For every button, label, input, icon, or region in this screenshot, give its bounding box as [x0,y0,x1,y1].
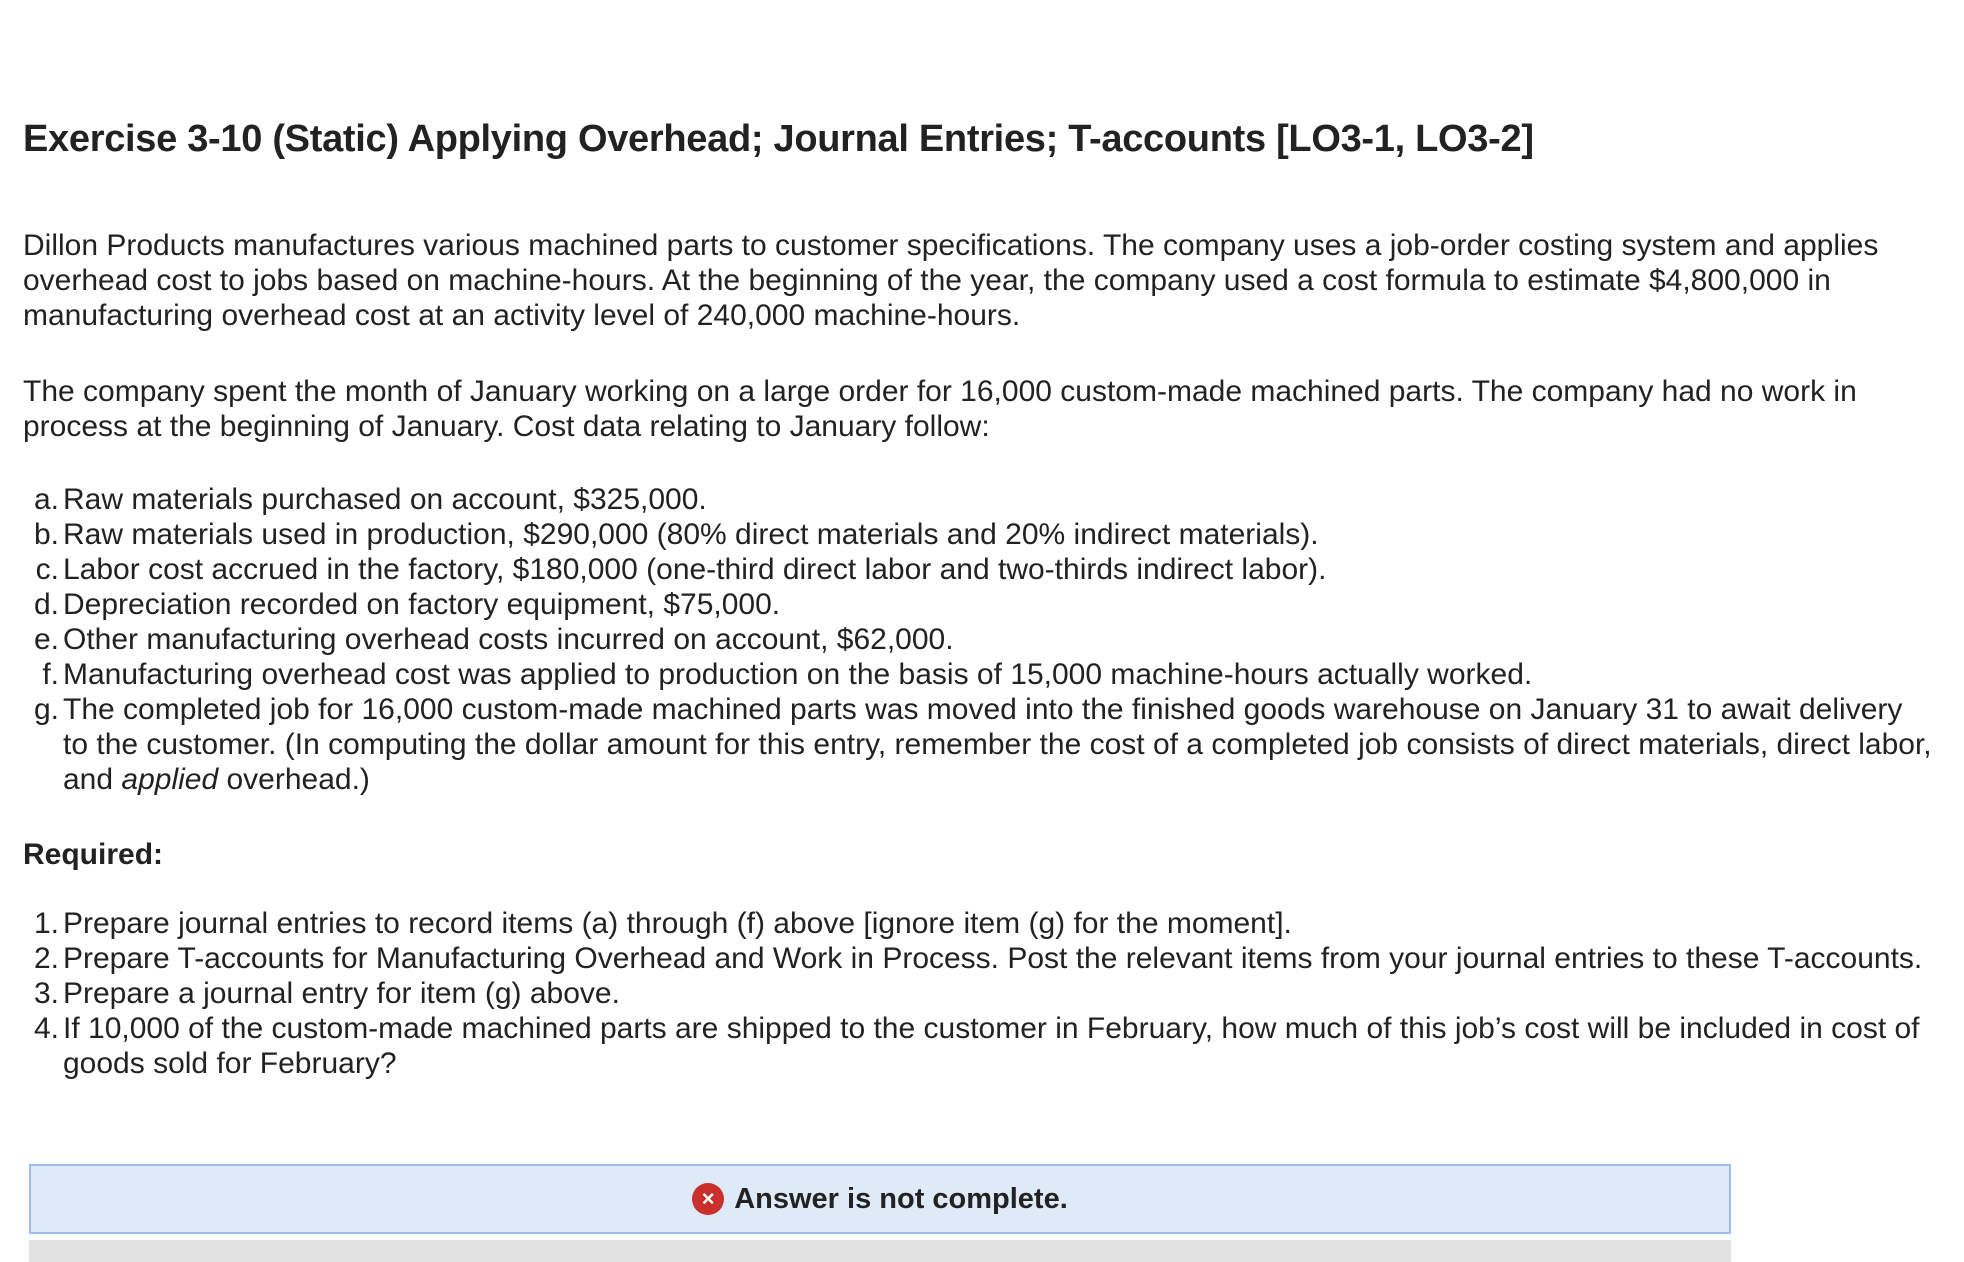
item-text: Raw materials used in production, $290,000 (80% direct materials and 20% indirect materials). [63,518,1319,551]
item-text [63,693,1932,796]
list-item [23,622,1933,657]
req-text: Prepare T-accounts for Manufacturing Overhead and Work in Process. Post the relevant items from your journal entries to these T-accounts. [63,942,1923,975]
list-item [23,517,1933,552]
required-heading: Required: [23,838,164,871]
list-item [23,976,1933,1011]
cost-data-list [23,482,1933,797]
req-marker: 2. [33,942,59,975]
answer-panel-top [29,1240,1731,1262]
req-marker: 1. [33,907,59,940]
req-marker: 4. [33,1012,59,1045]
answer-status-text: Answer is not complete. [734,1182,1068,1215]
item-text: Other manufacturing overhead costs incurred on account, $62,000. [63,623,954,656]
item-text: Manufacturing overhead cost was applied to production on the basis of 15,000 machine-hours actually worked. [63,658,1533,691]
list-item [23,941,1933,976]
item-marker: b. [33,518,59,551]
item-marker: g. [33,693,59,726]
list-item [23,692,1933,797]
january-paragraph: The company spent the month of January working on a large order for 16,000 custom-made machined parts. The company had no work in process at the beginning of January. Cost data relating to January follow: [23,375,1857,443]
list-item [23,552,1933,587]
item-marker: c. [35,553,59,586]
item-text: Labor cost accrued in the factory, $180,000 (one-third direct labor and two-thirds indirect labor). [63,553,1327,586]
answer-status-banner [29,1164,1731,1234]
requirements-list [23,906,1933,1081]
item-text: Depreciation recorded on factory equipment, $75,000. [63,588,781,621]
item-marker: f. [42,658,59,691]
req-text: Prepare journal entries to record items (a) through (f) above [ignore item (g) for the moment]. [63,907,1292,940]
intro-paragraph: Dillon Products manufactures various machined parts to customer specifications. The company uses a job-order costing system and applies overhead cost to jobs based on machine-hours. At the beginning of the year, the company used a cost formula to estimate $4,800,000 in manufacturing overhead cost at an activity level of 240,000 machine-hours. [23,229,1879,332]
applied-emphasis: applied [121,763,219,796]
item-marker: a. [33,483,59,516]
item-marker: d. [33,588,59,621]
list-item [23,587,1933,622]
exercise-title: Exercise 3-10 (Static) Applying Overhead; Journal Entries; T-accounts [LO3-1, LO3-2] [23,118,1534,160]
list-item [23,482,1933,517]
list-item [23,906,1933,941]
item-text-part: The completed job for 16,000 custom-made machined parts was moved into the finished goods warehouse on January 31 to await delivery to the customer. (In computing the dollar amount for this entry, remember the cost of a completed job consists of direct materials, direct labor, and [63,693,1932,796]
req-marker: 3. [33,977,59,1010]
req-text: Prepare a journal entry for item (g) above. [63,977,620,1010]
x-circle-icon: × [692,1183,724,1215]
item-text-part: overhead.) [218,763,370,796]
req-text: If 10,000 of the custom-made machined parts are shipped to the customer in February, how much of this job’s cost will be included in cost of goods sold for February? [63,1012,1920,1080]
list-item [23,657,1933,692]
item-marker: e. [33,623,59,656]
item-text: Raw materials purchased on account, $325,000. [63,483,707,516]
list-item [23,1011,1933,1081]
